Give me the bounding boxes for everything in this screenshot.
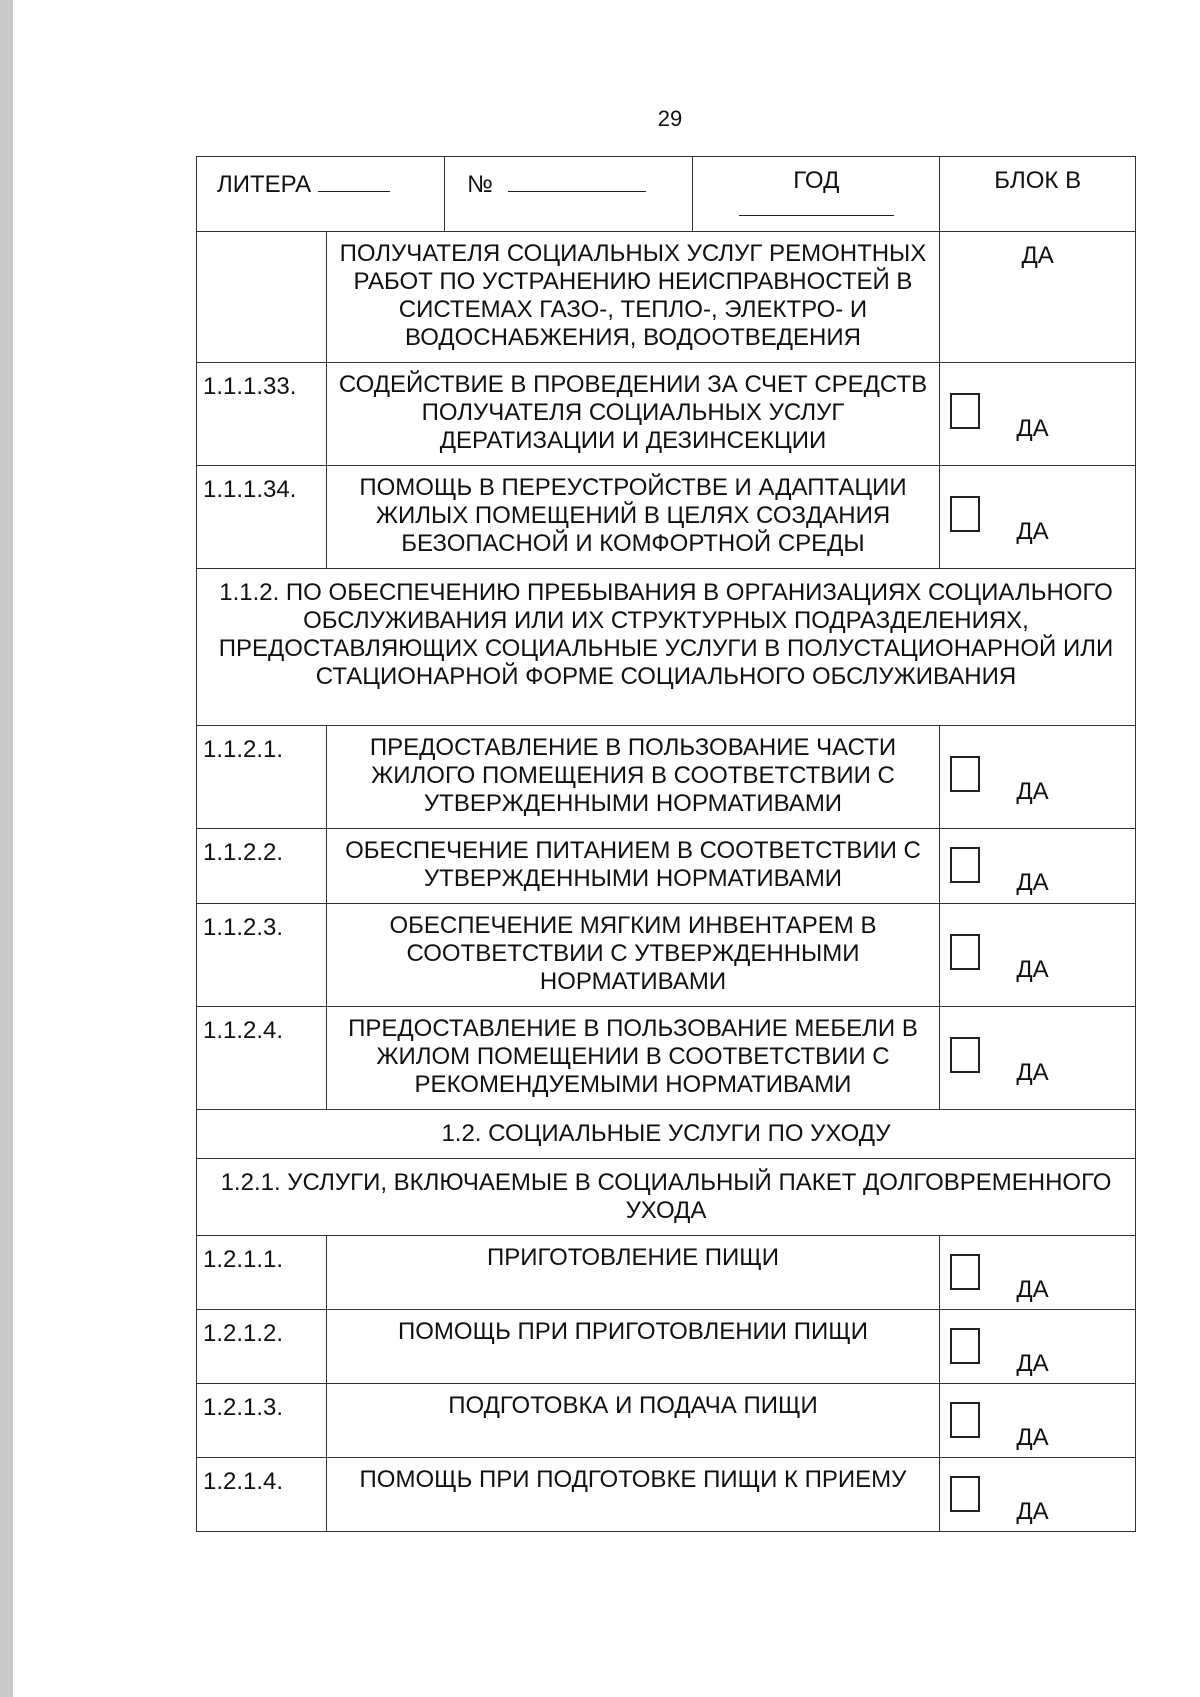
number-cell — [445, 157, 693, 232]
service-row — [197, 904, 1136, 1007]
answer-label: ДА — [1016, 869, 1049, 896]
litera-cell — [197, 157, 445, 232]
answer-cell — [940, 1007, 1136, 1110]
item-description: ПОЛУЧАТЕЛЯ СОЦИАЛЬНЫХ УСЛУГ РЕМОНТНЫХ РАБОТ ПО УСТРАНЕНИЮ НЕИСПРАВНОСТЕЙ В СИСТЕМАХ ГАЗО-, ТЕПЛО-, ЭЛЕКТРО- И ВОДОСНАБЖЕНИЯ, ВОДООТВЕДЕНИЯ — [326, 232, 940, 363]
item-number: 1.1.2.3. — [197, 904, 327, 1007]
answer-cell — [940, 1384, 1136, 1458]
answer-cell — [940, 829, 1136, 904]
answer-cell — [940, 726, 1136, 829]
number-field[interactable] — [508, 167, 646, 192]
scan-edge — [0, 0, 13, 1697]
service-row — [197, 1458, 1136, 1532]
service-row — [197, 829, 1136, 904]
answer-cell — [940, 466, 1136, 569]
item-number: 1.1.2.1. — [197, 726, 327, 829]
service-row — [197, 1007, 1136, 1110]
year-cell — [693, 157, 940, 232]
block-cell — [940, 157, 1136, 232]
header-row — [197, 157, 1136, 232]
service-row — [197, 1310, 1136, 1384]
item-number: 1.2.1.1. — [197, 1236, 327, 1310]
section-row — [197, 569, 1136, 726]
answer-checkbox[interactable] — [950, 1402, 980, 1438]
answer-label: ДА — [1016, 1276, 1049, 1303]
answer-label: ДА — [1021, 242, 1054, 269]
answer-cell — [940, 1458, 1136, 1532]
section-heading: 1.2. СОЦИАЛЬНЫЕ УСЛУГИ ПО УХОДУ — [197, 1110, 1136, 1159]
item-number: 1.1.2.2. — [197, 829, 327, 904]
item-description: ПРЕДОСТАВЛЕНИЕ В ПОЛЬЗОВАНИЕ МЕБЕЛИ В ЖИЛОМ ПОМЕЩЕНИИ В СООТВЕТСТВИИ С РЕКОМЕНДУЕМЫМИ НОРМАТИВАМИ — [326, 1007, 940, 1110]
answer-checkbox[interactable] — [950, 1328, 980, 1364]
answer-label: ДА — [1016, 518, 1049, 545]
item-description: ПРИГОТОВЛЕНИЕ ПИЩИ — [326, 1236, 940, 1310]
answer-label: ДА — [1016, 956, 1049, 983]
year-label: ГОД — [793, 167, 840, 194]
service-row — [197, 726, 1136, 829]
block-label: БЛОК В — [994, 167, 1082, 194]
answer-checkbox[interactable] — [950, 756, 980, 792]
section-row — [197, 1159, 1136, 1236]
answer-cell — [940, 904, 1136, 1007]
section-heading: 1.2.1. УСЛУГИ, ВКЛЮЧАЕМЫЕ В СОЦИАЛЬНЫЙ ПАКЕТ ДОЛГОВРЕМЕННОГО УХОДА — [197, 1159, 1136, 1236]
item-description: ОБЕСПЕЧЕНИЕ МЯГКИМ ИНВЕНТАРЕМ В СООТВЕТСТВИИ С УТВЕРЖДЕННЫМИ НОРМАТИВАМИ — [326, 904, 940, 1007]
answer-label: ДА — [1016, 1350, 1049, 1377]
answer-checkbox[interactable] — [950, 847, 980, 883]
service-row — [197, 466, 1136, 569]
answer-checkbox[interactable] — [950, 393, 980, 429]
answer-label: ДА — [1016, 1498, 1049, 1525]
section-row — [197, 1110, 1136, 1159]
item-number: 1.1.1.34. — [197, 466, 327, 569]
answer-label: ДА — [1016, 415, 1049, 442]
answer-checkbox[interactable] — [950, 934, 980, 970]
answer-label: ДА — [1016, 778, 1049, 805]
item-description: ПОМОЩЬ ПРИ ПОДГОТОВКЕ ПИЩИ К ПРИЕМУ — [326, 1458, 940, 1532]
service-row — [197, 232, 1136, 363]
item-description: СОДЕЙСТВИЕ В ПРОВЕДЕНИИ ЗА СЧЕТ СРЕДСТВ ПОЛУЧАТЕЛЯ СОЦИАЛЬНЫХ УСЛУГ ДЕРАТИЗАЦИИ И ДЕЗИНСЕКЦИИ — [326, 363, 940, 466]
item-description: ОБЕСПЕЧЕНИЕ ПИТАНИЕМ В СООТВЕТСТВИИ С УТВЕРЖДЕННЫМИ НОРМАТИВАМИ — [326, 829, 940, 904]
number-label: № — [467, 171, 493, 198]
answer-label: ДА — [1016, 1424, 1049, 1451]
item-number — [197, 232, 327, 363]
item-description: ПРЕДОСТАВЛЕНИЕ В ПОЛЬЗОВАНИЕ ЧАСТИ ЖИЛОГО ПОМЕЩЕНИЯ В СООТВЕТСТВИИ С УТВЕРЖДЕННЫМИ НОРМАТИВАМИ — [326, 726, 940, 829]
item-number: 1.1.2.4. — [197, 1007, 327, 1110]
answer-cell — [940, 232, 1136, 363]
answer-label: ДА — [1016, 1059, 1049, 1086]
service-row — [197, 1236, 1136, 1310]
answer-checkbox[interactable] — [950, 1037, 980, 1073]
item-description: ПОДГОТОВКА И ПОДАЧА ПИЩИ — [326, 1384, 940, 1458]
item-description: ПОМОЩЬ ПРИ ПРИГОТОВЛЕНИИ ПИЩИ — [326, 1310, 940, 1384]
answer-checkbox[interactable] — [950, 1254, 980, 1290]
answer-cell — [940, 1236, 1136, 1310]
item-number: 1.2.1.3. — [197, 1384, 327, 1458]
answer-checkbox[interactable] — [950, 1476, 980, 1512]
page-number: 29 — [657, 106, 683, 131]
item-description: ПОМОЩЬ В ПЕРЕУСТРОЙСТВЕ И АДАПТАЦИИ ЖИЛЫХ ПОМЕЩЕНИЙ В ЦЕЛЯХ СОЗДАНИЯ БЕЗОПАСНОЙ И КОМФОРТНОЙ СРЕДЫ — [326, 466, 940, 569]
answer-cell — [940, 363, 1136, 466]
item-number: 1.2.1.2. — [197, 1310, 327, 1384]
service-row — [197, 1384, 1136, 1458]
item-number: 1.2.1.4. — [197, 1458, 327, 1532]
answer-cell — [940, 1310, 1136, 1384]
section-heading: 1.1.2. ПО ОБЕСПЕЧЕНИЮ ПРЕБЫВАНИЯ В ОРГАНИЗАЦИЯХ СОЦИАЛЬНОГО ОБСЛУЖИВАНИЯ ИЛИ ИХ СТРУКТУРНЫХ ПОДРАЗДЕЛЕНИЯХ, ПРЕДОСТАВЛЯЮЩИХ СОЦИАЛЬНЫЕ УСЛУГИ В ПОЛУСТАЦИОНАРНОЙ ИЛИ СТАЦИОНАРНОЙ ФОРМЕ СОЦИАЛЬНОГО ОБСЛУЖИВАНИЯ — [197, 569, 1136, 726]
year-field[interactable] — [739, 205, 894, 216]
litera-label: ЛИТЕРА — [217, 171, 312, 198]
litera-field[interactable] — [318, 167, 390, 192]
answer-checkbox[interactable] — [950, 496, 980, 532]
service-row — [197, 363, 1136, 466]
item-number: 1.1.1.33. — [197, 363, 327, 466]
questionnaire-table — [196, 156, 1136, 1532]
